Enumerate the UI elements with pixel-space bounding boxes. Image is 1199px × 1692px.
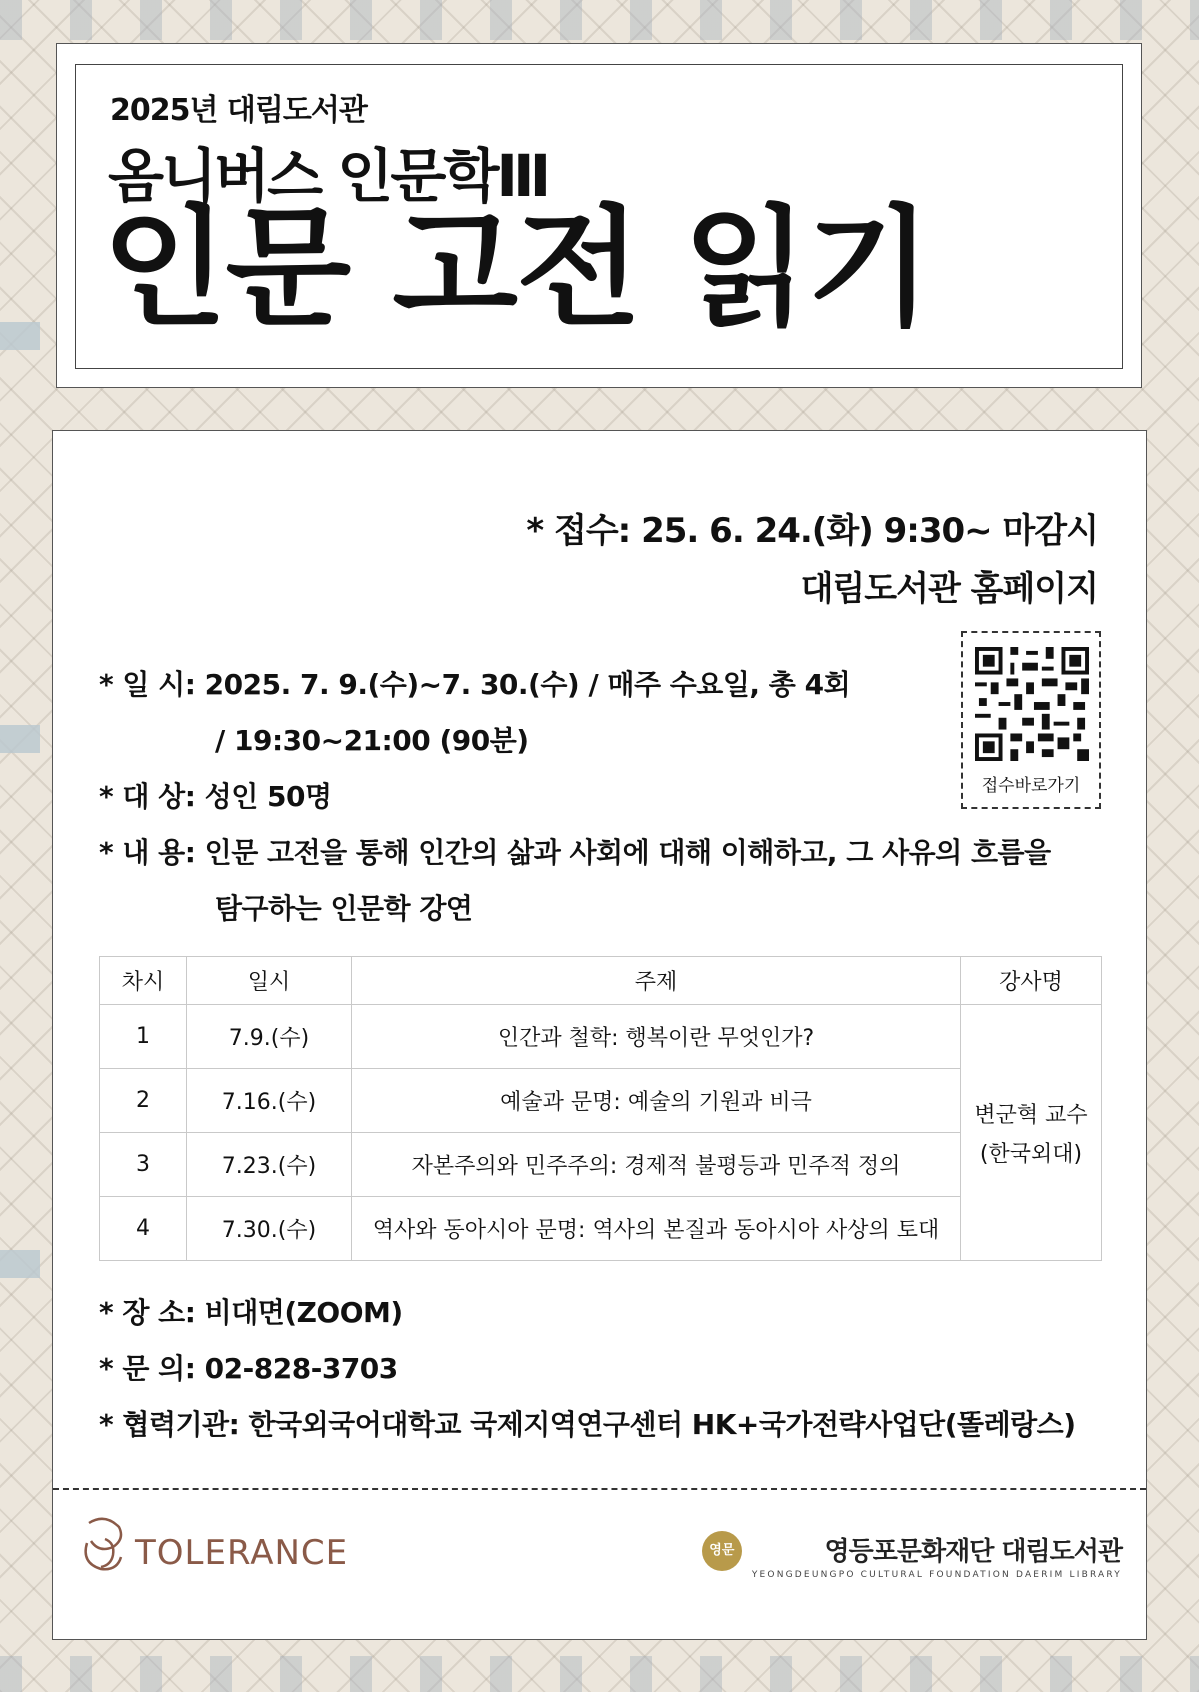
lecturer-affiliation: (한국외대) [979, 1141, 1083, 1167]
session-date: 7.9.(수) [187, 1005, 352, 1069]
target-audience: * 대 상: 성인 50명 [99, 780, 332, 813]
session-number: 2 [100, 1069, 187, 1133]
lecturer-cell [961, 1005, 1102, 1261]
header-date: 일시 [187, 957, 352, 1005]
registration-period: * 접수: 25. 6. 24.(화) 9:30~ 마감시 [526, 511, 1098, 551]
header-lecturer: 강사명 [961, 957, 1102, 1005]
decorative-bottom-strip [0, 1656, 1199, 1692]
session-number: 1 [100, 1005, 187, 1069]
session-number: 4 [100, 1197, 187, 1261]
table-row [100, 1133, 1102, 1197]
lecturer-name: 변군혁 교수 [974, 1102, 1088, 1128]
session-date: 7.23.(수) [187, 1133, 352, 1197]
contact: * 문 의: 02-828-3703 [99, 1352, 398, 1385]
schedule-table [99, 956, 1102, 1261]
schedule-time: / 19:30~21:00 (90분) [215, 724, 529, 757]
schedule-date: * 일 시: 2025. 7. 9.(수)~7. 30.(수) / 매주 수요일, 총 4회 [99, 668, 851, 701]
title-card [56, 43, 1142, 388]
header-topic: 주제 [352, 957, 961, 1005]
qr-register-link[interactable] [961, 631, 1101, 809]
decorative-accent [0, 1250, 40, 1278]
decorative-accent [0, 322, 40, 350]
content-description-cont: 탐구하는 인문학 강연 [215, 892, 473, 925]
header-session: 차시 [100, 957, 187, 1005]
session-topic: 역사와 동아시아 문명: 역사의 본질과 동아시아 사상의 토대 [352, 1197, 961, 1261]
venue: * 장 소: 비대면(ZOOM) [99, 1296, 403, 1329]
decorative-top-strip [0, 0, 1199, 40]
session-date: 7.30.(수) [187, 1197, 352, 1261]
registration-site: 대림도서관 홈페이지 [800, 569, 1098, 609]
qr-caption: 접수바로가기 [981, 776, 1081, 796]
table-row [100, 1005, 1102, 1069]
foundation-subtitle: YEONGDEUNGPO CULTURAL FOUNDATION DAERIM LIBRARY [751, 1570, 1122, 1580]
title-year: 2025년 대림도서관 [110, 93, 367, 128]
session-topic: 예술과 문명: 예술의 기원과 비극 [352, 1069, 961, 1133]
content-card [52, 430, 1147, 1640]
foundation-name: 영등포문화재단 대림도서관 [824, 1537, 1122, 1567]
title-series: 옴니버스 인문학Ⅲ [108, 142, 549, 210]
decorative-accent [0, 725, 40, 753]
session-topic: 자본주의와 민주주의: 경제적 불평등과 민주적 정의 [352, 1133, 961, 1197]
session-date: 7.16.(수) [187, 1069, 352, 1133]
content-description: * 내 용: 인문 고전을 통해 인간의 삶과 사회에 대해 이해하고, 그 사유의 흐름을 [99, 836, 1051, 869]
divider [53, 1488, 1146, 1490]
tolerance-logo-text: TOLERANCE [135, 1533, 349, 1573]
title-frame [75, 64, 1123, 369]
qr-code-icon [975, 647, 1089, 761]
table-header-row [100, 957, 1102, 1005]
table-row [100, 1069, 1102, 1133]
foundation-logo [709, 1531, 1122, 1580]
page-title: 인문 고전 읽기 [102, 192, 930, 344]
table-row [100, 1197, 1102, 1261]
session-topic: 인간과 철학: 행복이란 무엇인가? [352, 1005, 961, 1069]
partner-organization: * 협력기관: 한국외국어대학교 국제지역연구센터 HK+국가전략사업단(똘레랑스) [99, 1408, 1076, 1441]
foundation-logo-icon: 영문 [702, 1531, 742, 1571]
session-number: 3 [100, 1133, 187, 1197]
